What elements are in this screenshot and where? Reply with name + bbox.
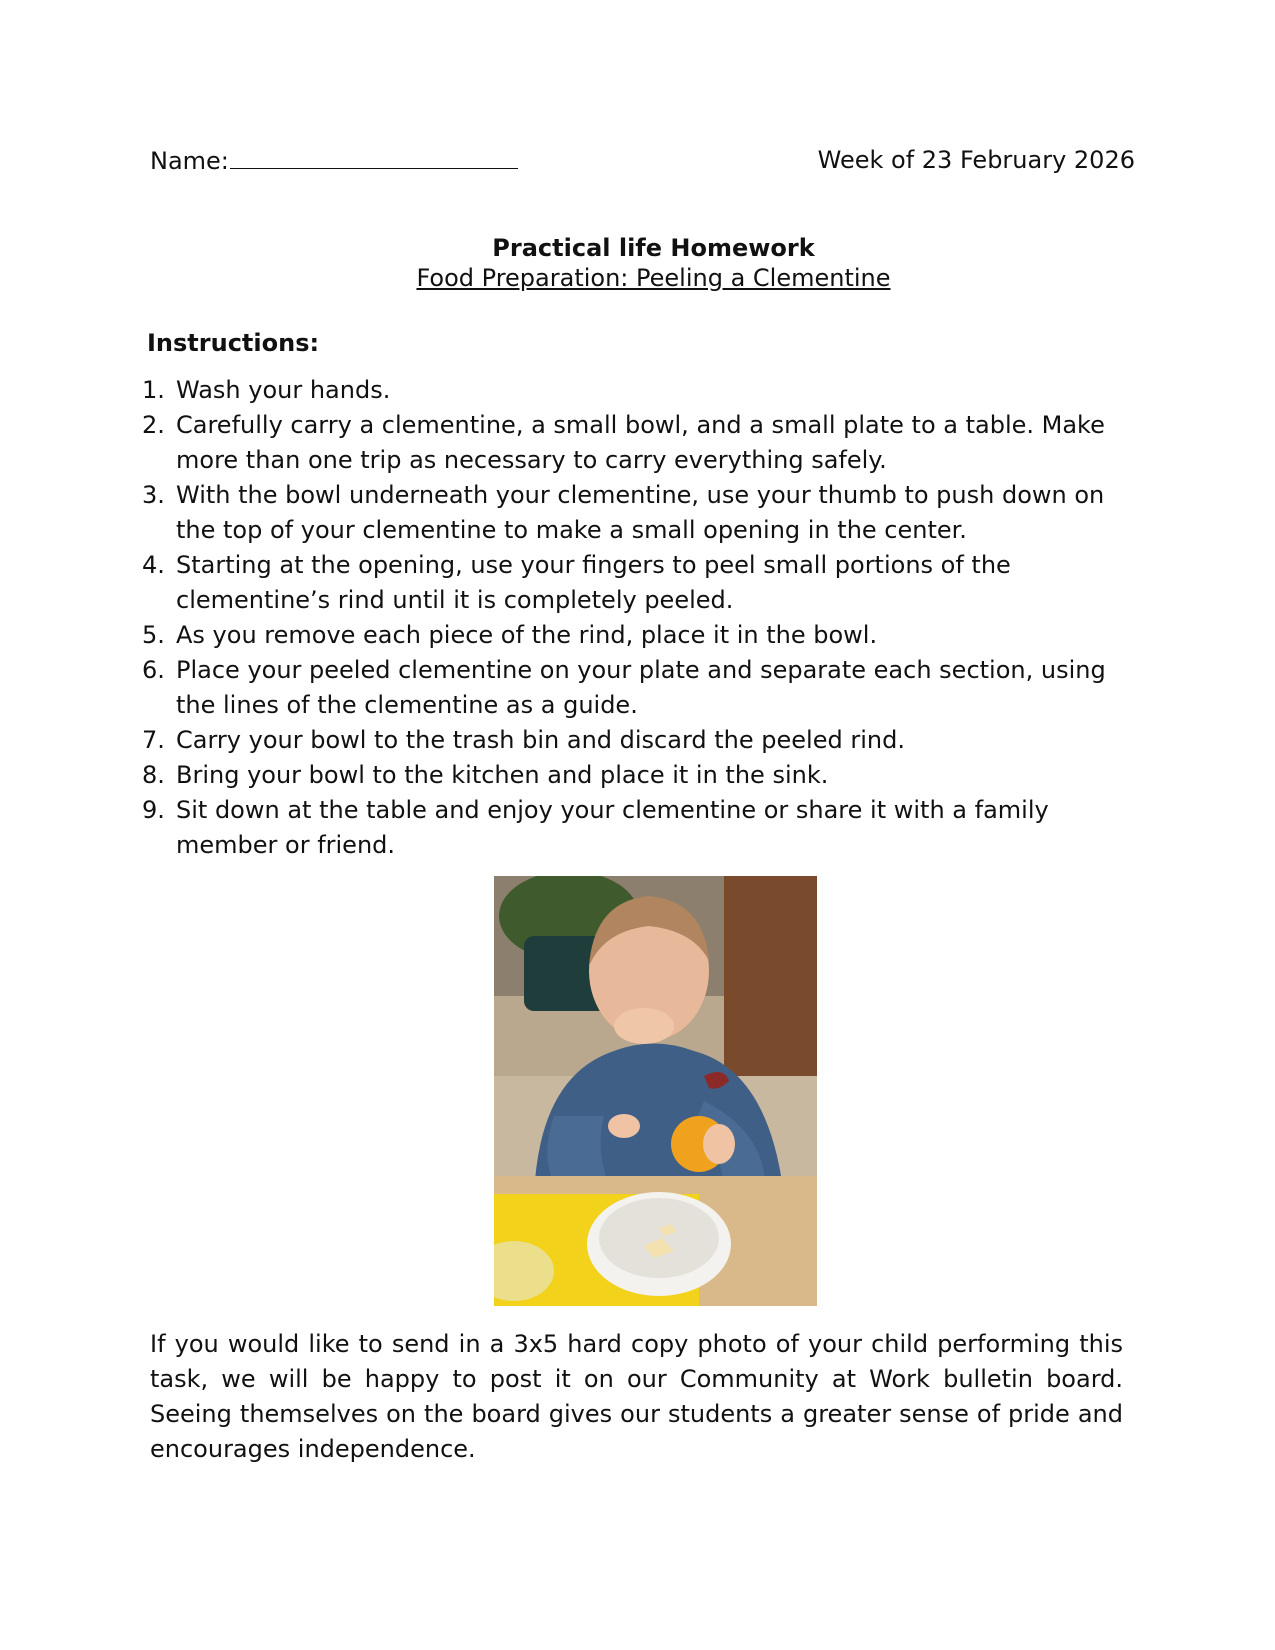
instruction-step (142, 408, 1132, 478)
name-field (150, 146, 518, 175)
instruction-step (142, 618, 1132, 653)
step-number: 2. (142, 411, 165, 439)
step-number: 4. (142, 551, 165, 579)
closing-paragraph: If you would like to send in a 3x5 hard copy photo of your child performing this task, we will be happy to post it on our Community at Work bulletin board. Seeing themselves on the board gives our students a greater sense of pride and encourages independence. (150, 1330, 1123, 1463)
step-text: Place your peeled clementine on your plate and separate each section, using the lines of the clementine as a guide. (176, 656, 1106, 719)
child-peeling-clementine-photo (494, 876, 817, 1306)
step-text: Carefully carry a clementine, a small bowl, and a small plate to a table. Make more than one trip as necessary to carry everything safely. (176, 411, 1105, 474)
instructions-list (142, 373, 1132, 863)
step-number: 7. (142, 726, 165, 754)
instruction-step (142, 653, 1132, 723)
page-subtitle: Food Preparation: Peeling a Clementine (416, 264, 891, 292)
name-label: Name: (150, 147, 229, 175)
step-number: 3. (142, 481, 165, 509)
instructions-heading: Instructions: (147, 329, 320, 357)
week-date: Week of 23 February 2026 (817, 146, 1135, 174)
instruction-step (142, 548, 1132, 618)
step-number: 9. (142, 796, 165, 824)
step-number: 8. (142, 761, 165, 789)
instruction-step (142, 723, 1132, 758)
instruction-step (142, 478, 1132, 548)
step-number: 5. (142, 621, 165, 649)
step-text: Bring your bowl to the kitchen and place it in the sink. (176, 761, 829, 789)
step-text: Starting at the opening, use your fingers to peel small portions of the clementine’s rind until it is completely peeled. (176, 551, 1011, 614)
step-text: With the bowl underneath your clementine, use your thumb to push down on the top of your clementine to make a small opening in the center. (176, 481, 1105, 544)
header-row (150, 146, 1135, 180)
instruction-step (142, 793, 1132, 863)
step-text: Wash your hands. (176, 376, 391, 404)
step-text: Sit down at the table and enjoy your clementine or share it with a family member or friend. (176, 796, 1049, 859)
page-title: Practical life Homework (492, 234, 815, 262)
name-blank-line (230, 146, 518, 169)
instruction-step (142, 758, 1132, 793)
instruction-step (142, 373, 1132, 408)
step-number: 1. (142, 376, 165, 404)
step-text: As you remove each piece of the rind, place it in the bowl. (176, 621, 878, 649)
step-text: Carry your bowl to the trash bin and discard the peeled rind. (176, 726, 905, 754)
step-number: 6. (142, 656, 165, 684)
